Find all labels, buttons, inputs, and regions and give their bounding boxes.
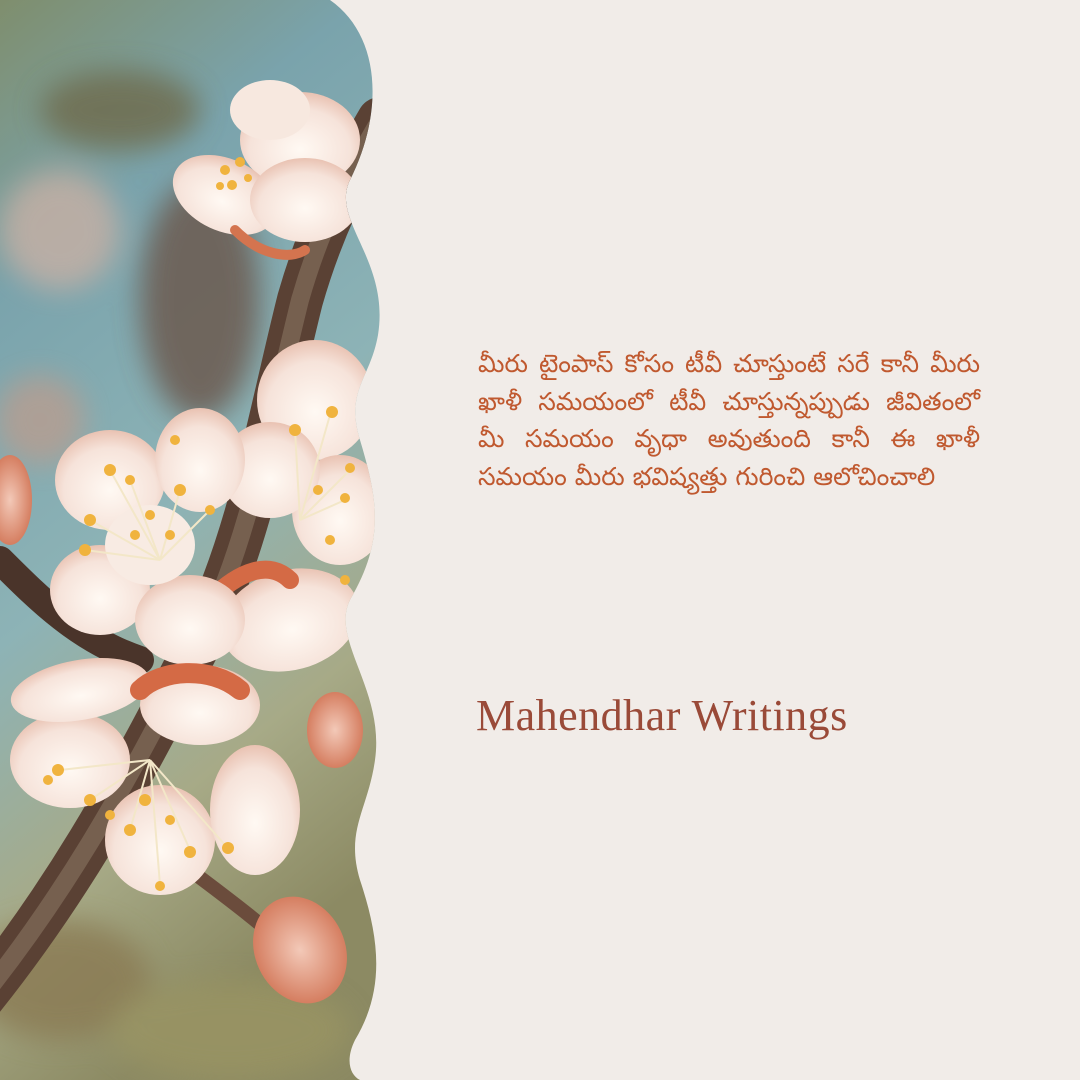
blossom-photo bbox=[0, 0, 400, 1080]
quote-text: మీరు టైంపాస్ కోసం టీవీ చూస్తుంటే సరే కానీ మీరు ఖాళీ సమయంలో టీవీ చూస్తున్నప్పుడు జీవితంలో మీ సమయం వృధా అవుతుంది కానీ ఈ ఖాళీ సమయం మీరు భవిష్యత్తు గురించి ఆలోచించాలి bbox=[478, 349, 980, 491]
author-signature: Mahendhar Writings bbox=[476, 691, 848, 740]
